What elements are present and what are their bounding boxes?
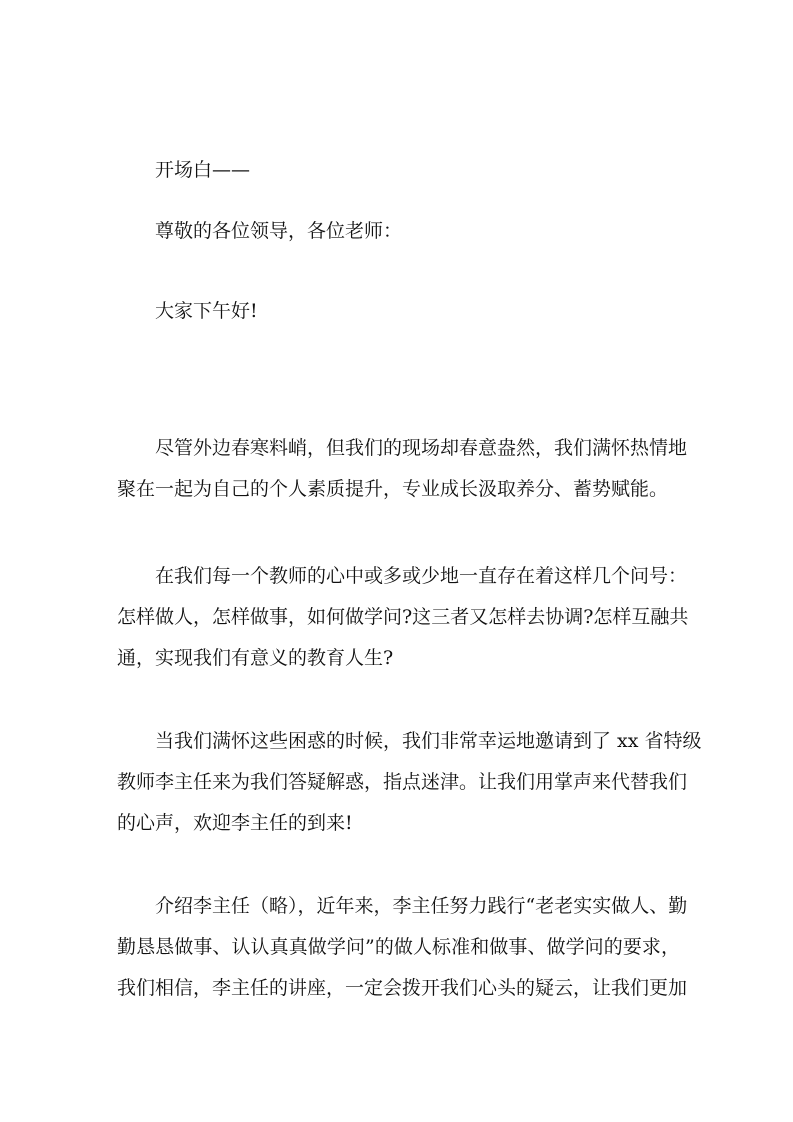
paragraph-salutation: [117, 211, 680, 252]
text-line: 在我们每一个教师的心中或多或少地一直存在着这样几个问号：: [155, 565, 688, 587]
text-line: 怎样做人，怎样做事，如何做学问?这三者又怎样去协调?怎样互融共: [117, 606, 689, 628]
paragraph-greeting: [117, 291, 680, 332]
text-line: 聚在一起为自己的个人素质提升，专业成长汲取养分、蓄势赋能。: [117, 478, 669, 500]
text-line: 我们相信，李主任的讲座，一定会拨开我们心头的疑云，让我们更加: [117, 977, 688, 999]
text-line: 通，实现我们有意义的教育人生?: [117, 647, 394, 669]
text-line: 当我们满怀这些困惑的时候，我们非常幸运地邀请到了 xx 省特级: [155, 730, 702, 752]
text-line: 开场白——: [155, 159, 251, 181]
text-line: 勤恳恳做事、认认真真做学问”的做人标准和做事、做学问的要求，: [117, 936, 680, 958]
heading-opening: [117, 150, 680, 191]
text-line: 教师李主任来为我们答疑解惑，指点迷津。让我们用掌声来代替我们: [117, 771, 688, 793]
text-line: 大家下午好!: [155, 300, 258, 322]
paragraph-questions: [117, 556, 689, 679]
text-line: 尊敬的各位领导，各位老师：: [155, 220, 403, 242]
text-line: 的心声，欢迎李主任的到来!: [117, 812, 353, 834]
paragraph-speaker-intro: [117, 886, 688, 1009]
text-line: 尽管外边春寒料峭，但我们的现场却春意盎然，我们满怀热情地: [155, 437, 688, 459]
paragraph-welcome: [117, 721, 702, 844]
text-line: 介绍李主任（略），近年来，李主任努力践行“老老实实做人、勤: [155, 895, 688, 917]
paragraph-intro: [117, 428, 688, 510]
